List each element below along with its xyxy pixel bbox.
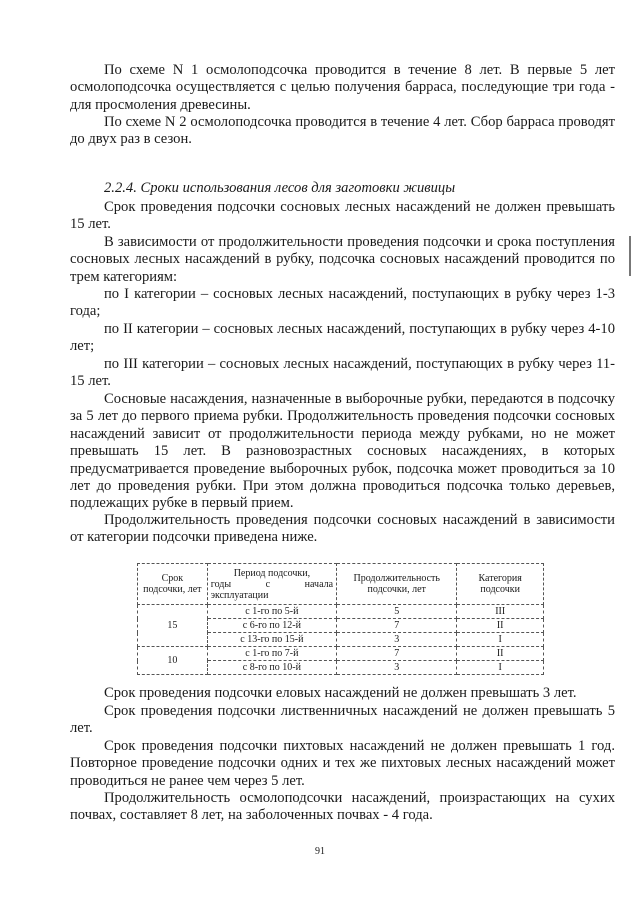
period-cell: с 1-го по 7-й	[207, 647, 336, 661]
duration-cell: 3	[337, 661, 457, 675]
table-header-row	[138, 564, 544, 605]
header-period-word2: с	[265, 578, 271, 590]
header-duration: Продолжительность подсочки, лет	[337, 564, 457, 605]
scan-edge-mark	[629, 236, 631, 276]
header-term: Срок подсочки, лет	[138, 564, 208, 605]
category-cell: II	[457, 619, 544, 633]
term-cell: 10	[138, 647, 208, 675]
paragraph-fir: Срок проведения подсочки пихтовых насаждений не должен превышать 1 год. Повторное проведение подсочки одних и тех же пихтовых лесных насаждений может проводиться не ранее чем через 5 лет.	[70, 738, 615, 789]
period-cell: с 8-го по 10-й	[207, 661, 336, 675]
paragraph-table-intro: Продолжительность проведения подсочки сосновых насаждений в зависимости от категории подсочки приведена ниже.	[70, 512, 615, 546]
paragraph-selective-cutting: Сосновые насаждения, назначенные в выборочные рубки, передаются в подсочку за 5 лет до первого приема рубки. Продолжительность проведения подсочки сосновых насаждений зависит от продолжительности периода между рубками, но не может превышать 15 лет. В разновозрастных сосновых насаждениях, в которых предусматривается проведение выборочных рубок, подсочка может проводиться за 10 лет до проведения рубки. При этом должна проводиться подсочка только деревьев, подлежащих рубке в первый прием.	[70, 391, 615, 512]
duration-cell: 3	[337, 633, 457, 647]
period-cell: с 1-го по 5-й	[207, 605, 336, 619]
duration-cell: 7	[337, 647, 457, 661]
category-cell: III	[457, 605, 544, 619]
paragraph-resin-tapping-soils: Продолжительность осмолоподсочки насаждений, произрастающих на сухих почвах, составляет 8 лет, на заболоченных почвах - 4 года.	[70, 790, 615, 824]
category-table	[137, 563, 544, 675]
paragraph-spruce: Срок проведения подсочки еловых насаждений не должен превышать 3 лет.	[104, 685, 577, 701]
category-cell: II	[457, 647, 544, 661]
page-number: 91	[315, 846, 325, 857]
header-period-word1: годы	[210, 578, 232, 590]
period-cell: с 13-го по 15-й	[207, 633, 336, 647]
paragraph-scheme-2: По схеме N 2 осмолоподсочка проводится в течение 4 лет. Сбор барраса проводят до двух раз в сезон.	[70, 114, 615, 148]
category-cell: I	[457, 661, 544, 675]
paragraph-category-3: по III категории – сосновых лесных насаждений, поступающих в рубку через 11-15 лет.	[70, 356, 615, 390]
header-period-line2	[211, 579, 333, 590]
header-category: Категория подсочки	[457, 564, 544, 605]
duration-cell: 5	[337, 605, 457, 619]
paragraph-categories-intro: В зависимости от продолжительности проведения подсочки и срока поступления сосновых лесных насаждений в рубку, подсочка сосновых насаждений проводится по трем категориям:	[70, 234, 615, 285]
duration-cell: 7	[337, 619, 457, 633]
paragraph-category-1: по I категории – сосновых лесных насаждений, поступающих в рубку через 1-3 года;	[70, 286, 615, 320]
category-cell: I	[457, 633, 544, 647]
term-cell: 15	[138, 605, 208, 647]
table-row	[138, 605, 544, 619]
header-period-line3: эксплуатации	[210, 589, 269, 601]
paragraph-scheme-1: По схеме N 1 осмолоподсочка проводится в течение 8 лет. В первые 5 лет осмолоподсочка осуществляется с целью получения барраса, последующие три года - для просмоления древесины.	[70, 62, 615, 113]
header-period-word3: начала	[304, 578, 334, 590]
header-period	[207, 564, 336, 605]
table-row	[138, 647, 544, 661]
period-cell: с 6-го по 12-й	[207, 619, 336, 633]
section-heading: 2.2.4. Сроки использования лесов для заготовки живицы	[104, 180, 456, 196]
header-period-line1: Период подсочки,	[233, 567, 311, 579]
paragraph-pine-term: Срок проведения подсочки сосновых лесных насаждений не должен превышать 15 лет.	[70, 199, 615, 233]
paragraph-larch: Срок проведения подсочки лиственничных насаждений не должен превышать 5 лет.	[70, 703, 615, 737]
paragraph-category-2: по II категории – сосновых лесных насаждений, поступающих в рубку через 4-10 лет;	[70, 321, 615, 355]
